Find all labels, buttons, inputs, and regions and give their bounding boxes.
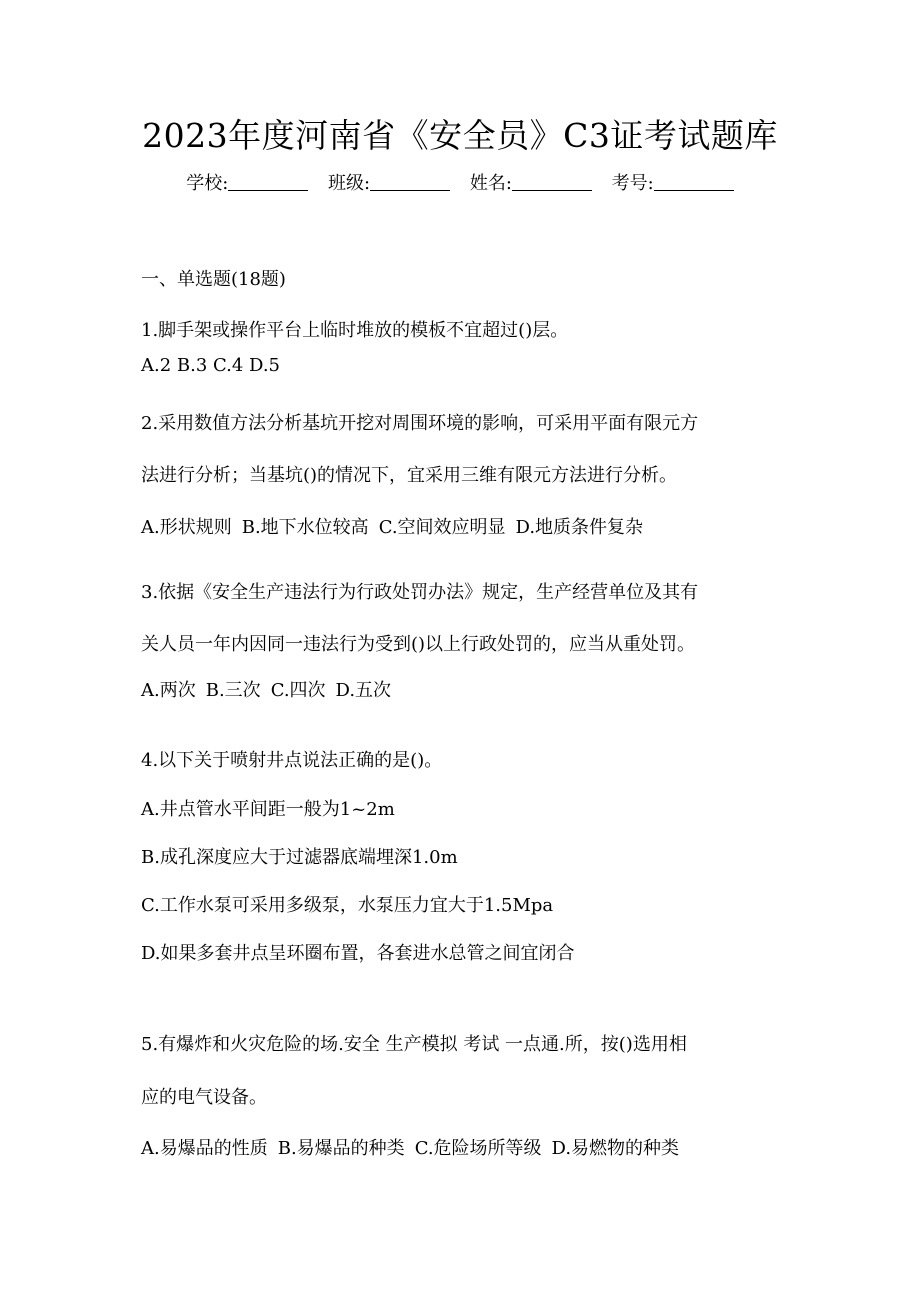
exam-number-field: [612, 173, 734, 194]
option-a: A.两次: [141, 680, 196, 701]
question-4-option-b: B.成孔深度应大于过滤器底端埋深1.0m: [141, 847, 458, 868]
class-label: 班级:: [328, 173, 371, 194]
name-label: 姓名:: [469, 173, 512, 194]
question-5-stem-line-2: 应的电气设备。: [141, 1087, 267, 1108]
exam-number-blank: [654, 172, 734, 191]
option-c: C.四次: [270, 680, 326, 701]
school-field: [186, 173, 308, 194]
question-5-options: [141, 1134, 689, 1164]
option-c: C.空间效应明显: [378, 517, 506, 538]
question-1-options: A.2 B.3 C.4 D.5: [141, 355, 281, 376]
question-4-option-a: A.井点管水平间距一般为1~2m: [141, 799, 395, 820]
question-4-option-d: D.如果多套井点呈环圈布置，各套进水总管之间宜闭合: [141, 943, 575, 964]
document-title: 2023年度河南省《安全员》C3证考试题库: [142, 116, 778, 155]
question-1-stem: 1.脚手架或操作平台上临时堆放的模板不宜超过()层。: [141, 320, 569, 341]
question-3-options: [141, 676, 401, 706]
question-2-stem-line-1: 2.采用数值方法分析基坑开挖对周围环境的影响，可采用平面有限元方: [141, 413, 699, 434]
question-4-stem: 4.以下关于喷射井点说法正确的是()。: [141, 750, 443, 771]
option-d: D.地质条件复杂: [515, 517, 644, 538]
question-3-stem-line-1: 3.依据《安全生产违法行为行政处罚办法》规定，生产经营单位及其有: [141, 582, 699, 603]
student-info-line: [0, 168, 920, 200]
option-c: C.危险场所等级: [414, 1138, 542, 1159]
question-2-stem-line-2: 法进行分析；当基坑()的情况下，宜采用三维有限元方法进行分析。: [141, 465, 678, 486]
option-a: A.形状规则: [141, 517, 232, 538]
option-d: D.五次: [335, 680, 392, 701]
question-2-options: [141, 513, 653, 543]
option-b: B.易爆品的种类: [277, 1138, 405, 1159]
question-3-stem-line-2: 关人员一年内因同一违法行为受到()以上行政处罚的，应当从重处罚。: [141, 634, 696, 655]
section-heading: 一、单选题(18题): [141, 269, 286, 290]
class-blank: [370, 172, 450, 191]
name-blank: [512, 172, 592, 191]
class-field: [328, 173, 450, 194]
option-b: B.三次: [205, 680, 261, 701]
option-a: A.易爆品的性质: [141, 1138, 268, 1159]
option-d: D.易燃物的种类: [551, 1138, 680, 1159]
school-blank: [228, 172, 308, 191]
school-label: 学校:: [186, 173, 229, 194]
question-4-option-c: C.工作水泵可采用多级泵，水泵压力宜大于1.5Mpa: [141, 895, 554, 916]
exam-number-label: 考号:: [611, 173, 654, 194]
option-b: B.地下水位较高: [241, 517, 369, 538]
name-field: [470, 173, 592, 194]
question-5-stem-line-1: 5.有爆炸和火灾危险的场.安全 生产模拟 考试 一点通.所，按()选用相: [141, 1034, 687, 1055]
